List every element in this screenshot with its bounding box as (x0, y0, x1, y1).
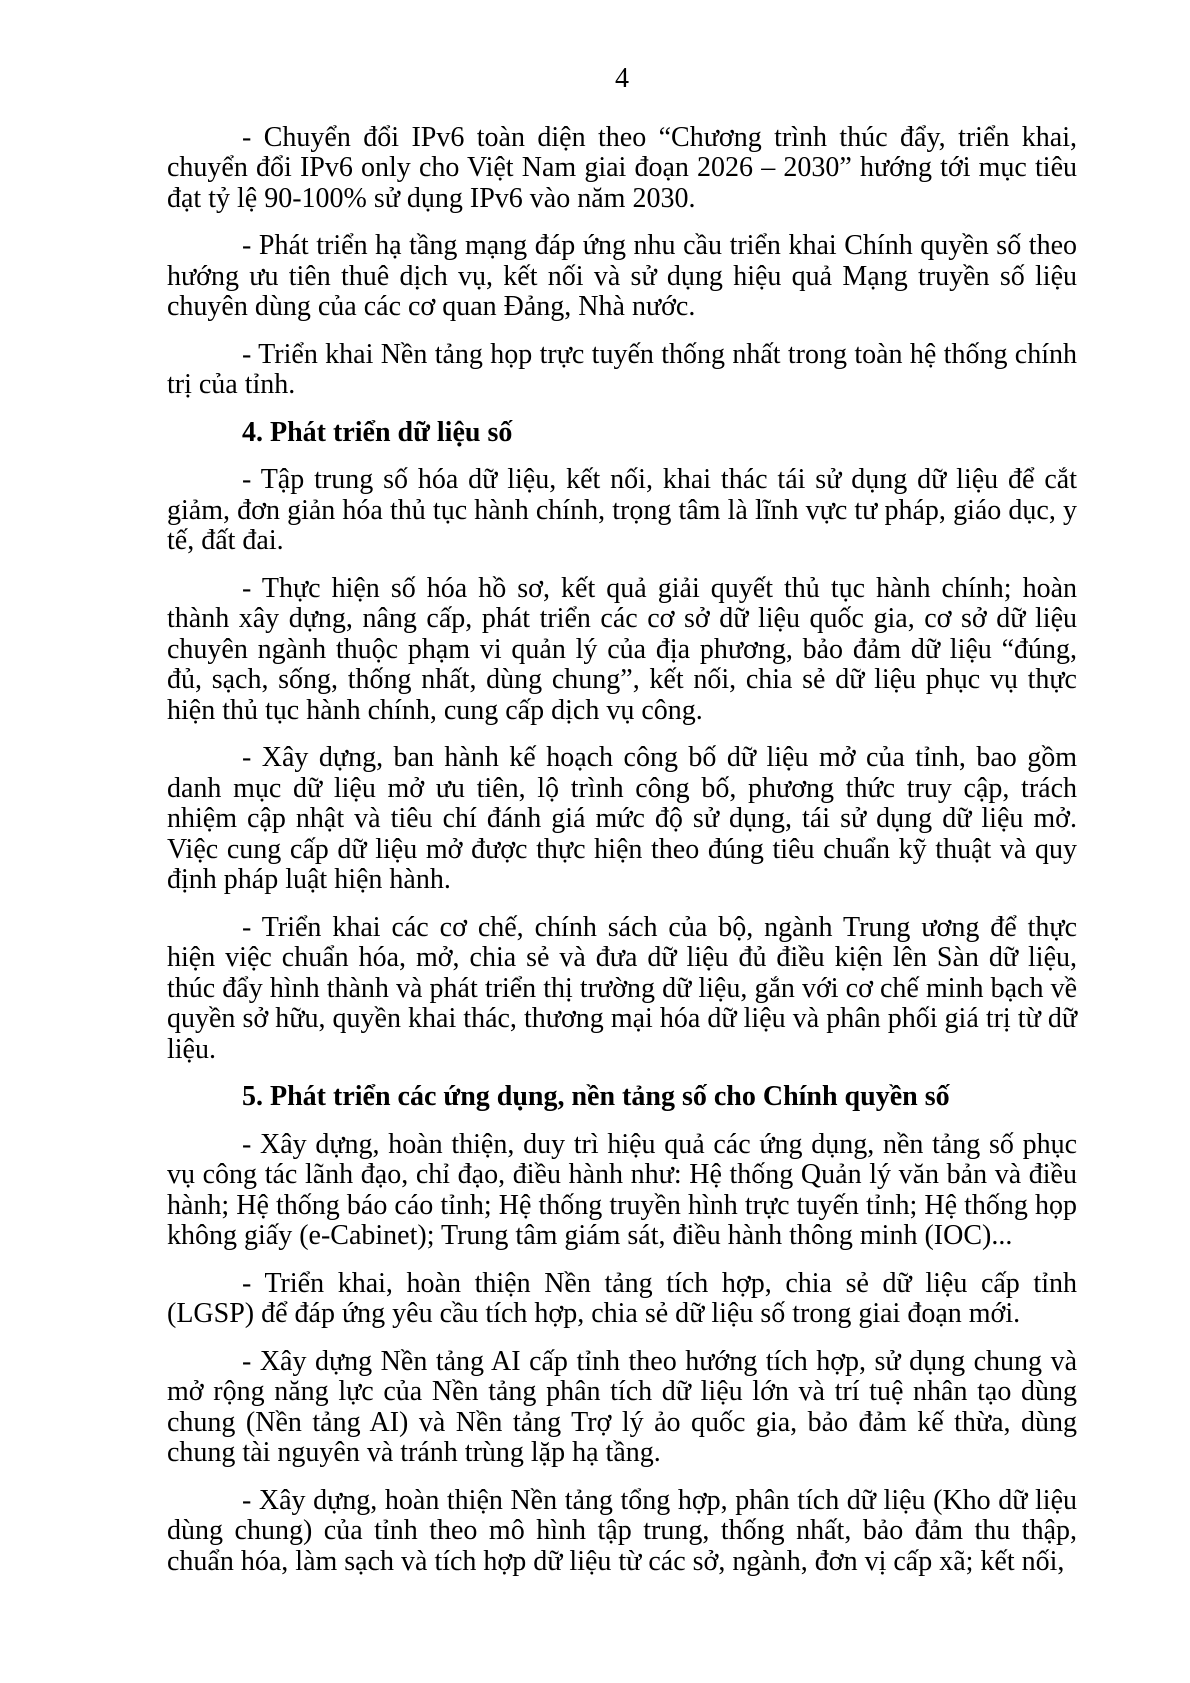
paragraph-lgsp-platform: - Triển khai, hoàn thiện Nền tảng tích hợp, chia sẻ dữ liệu cấp tỉnh (LGSP) để đáp ứng yêu cầu tích hợp, chia sẻ dữ liệu số trong giai đoạn mới. (167, 1267, 1077, 1329)
paragraph-open-data-plan: - Xây dựng, ban hành kế hoạch công bố dữ liệu mở của tỉnh, bao gồm danh mục dữ liệu mở ưu tiên, lộ trình công bố, phương thức truy cập, trách nhiệm cập nhật và tiêu chí đánh giá mức độ sử dụng, tái sử dụng dữ liệu mở. Việc cung cấp dữ liệu mở được thực hiện theo đúng tiêu chuẩn kỹ thuật và quy định pháp luật hiện hành. (167, 742, 1077, 895)
paragraph-ipv6-transition: - Chuyển đổi IPv6 toàn diện theo “Chương trình thúc đẩy, triển khai, chuyển đổi IPv6 only cho Việt Nam giai đoạn 2026 – 2030” hướng tới mục tiêu đạt tỷ lệ 90-100% sử dụng IPv6 vào năm 2030. (167, 121, 1077, 214)
paragraph-data-market-mechanisms: - Triển khai các cơ chế, chính sách của bộ, ngành Trung ương để thực hiện việc chuẩn hóa, mở, chia sẻ và đưa dữ liệu đủ điều kiện lên Sàn dữ liệu, thúc đẩy hình thành và phát triển thị trường dữ liệu, gắn với cơ chế minh bạch về quyền sở hữu, quyền khai thác, thương mại hóa dữ liệu và phân phối giá trị từ dữ liệu. (167, 911, 1077, 1065)
paragraph-online-meeting-platform: - Triển khai Nền tảng họp trực tuyến thống nhất trong toàn hệ thống chính trị của tỉnh. (167, 338, 1077, 400)
paragraph-data-digitization-focus: - Tập trung số hóa dữ liệu, kết nối, khai thác tái sử dụng dữ liệu để cắt giảm, đơn giản hóa thủ tục hành chính, trọng tâm là lĩnh vực tư pháp, giáo dục, y tế, đất đai. (167, 464, 1077, 556)
section-heading-5: 5. Phát triển các ứng dụng, nền tảng số cho Chính quyền số (242, 1081, 950, 1112)
document-body (167, 123, 1077, 1578)
page-number: 4 (615, 63, 629, 94)
section-heading-4: 4. Phát triển dữ liệu số (242, 416, 513, 448)
paragraph-ai-platform: - Xây dựng Nền tảng AI cấp tỉnh theo hướng tích hợp, sử dụng chung và mở rộng năng lực của Nền tảng phân tích dữ liệu lớn và trí tuệ nhân tạo dùng chung (Nền tảng AI) và Nền tảng Trợ lý ảo quốc gia, bảo đảm kế thừa, dùng chung tài nguyên và tránh trùng lặp hạ tầng. (167, 1345, 1077, 1468)
paragraph-records-digitization: - Thực hiện số hóa hồ sơ, kết quả giải quyết thủ tục hành chính; hoàn thành xây dựng, nâng cấp, phát triển các cơ sở dữ liệu quốc gia, cơ sở dữ liệu chuyên ngành thuộc phạm vi quản lý của địa phương, bảo đảm dữ liệu “đúng, đủ, sạch, sống, thống nhất, dùng chung”, kết nối, chia sẻ dữ liệu phục vụ thực hiện thủ tục hành chính, cung cấp dịch vụ công. (167, 572, 1077, 726)
paragraph-data-warehouse: - Xây dựng, hoàn thiện Nền tảng tổng hợp, phân tích dữ liệu (Kho dữ liệu dùng chung) của tỉnh theo mô hình tập trung, thống nhất, bảo đảm thu thập, chuẩn hóa, làm sạch và tích hợp dữ liệu từ các sở, ngành, đơn vị cấp xã; kết nối, (167, 1484, 1077, 1577)
paragraph-government-applications: - Xây dựng, hoàn thiện, duy trì hiệu quả các ứng dụng, nền tảng số phục vụ công tác lãnh đạo, chỉ đạo, điều hành như: Hệ thống Quản lý văn bản và điều hành; Hệ thống báo cáo tỉnh; Hệ thống truyền hình trực tuyến tỉnh; Hệ thống họp không giấy (e-Cabinet); Trung tâm giám sát, điều hành thông minh (IOC)... (167, 1128, 1077, 1251)
paragraph-network-infrastructure: - Phát triển hạ tầng mạng đáp ứng nhu cầu triển khai Chính quyền số theo hướng ưu tiên thuê dịch vụ, kết nối và sử dụng hiệu quả Mạng truyền số liệu chuyên dùng của các cơ quan Đảng, Nhà nước. (167, 230, 1077, 322)
